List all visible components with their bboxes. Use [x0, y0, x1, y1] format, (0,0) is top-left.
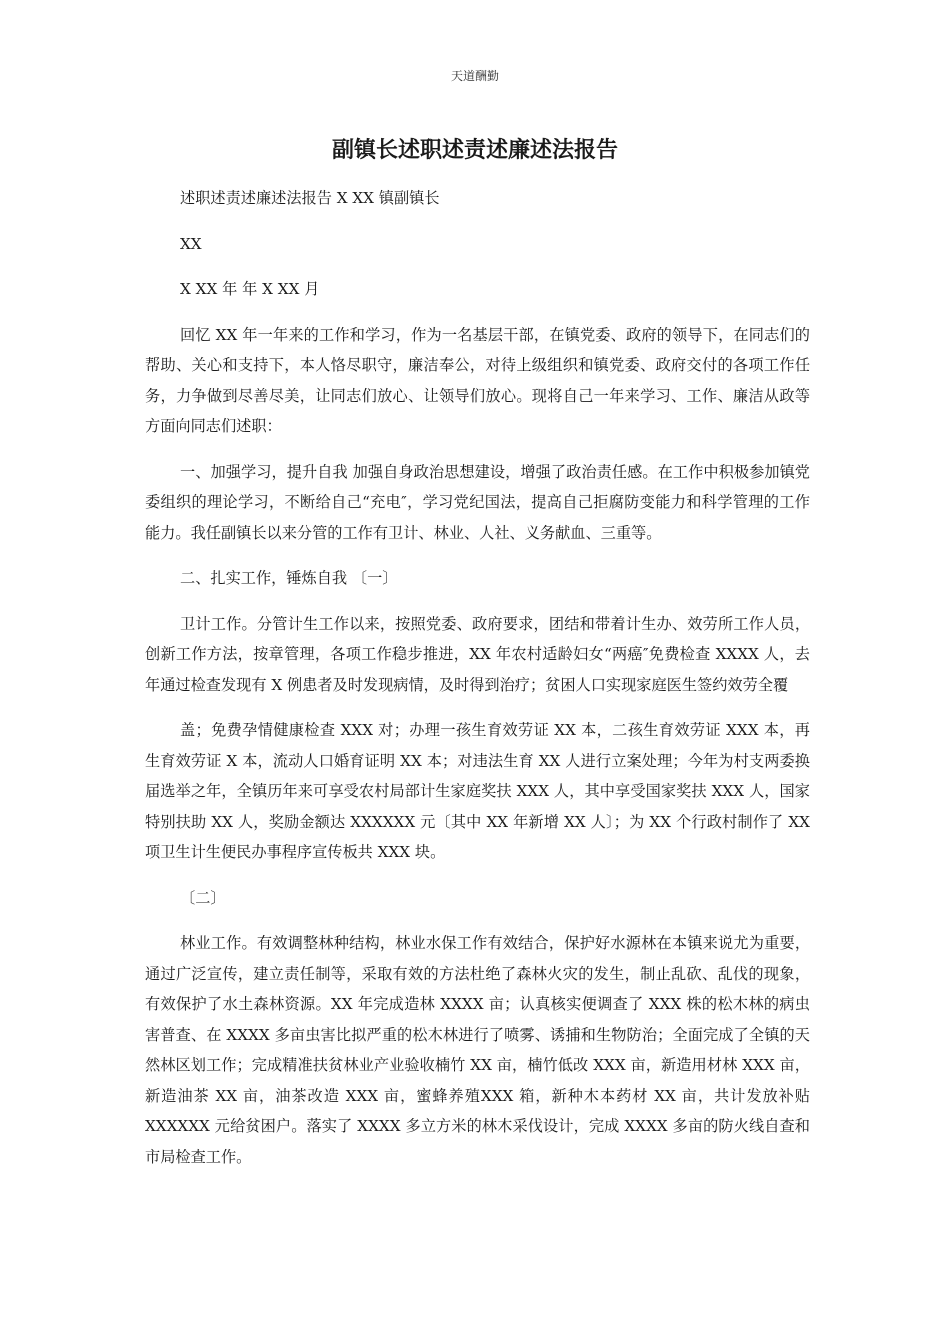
page-header: 天道酬勤 — [450, 69, 499, 83]
paragraph-section-2-heading: 二、扎实工作，锤炼自我 〔一〕 — [180, 569, 398, 587]
paragraph-subtitle: 述职述责述廉述法报告 X XX 镇副镇长 — [180, 189, 440, 207]
paragraph-health-work-cont: 盖；免费孕情健康检查 XXX 对；办理一孩生育效劳证 XX 本，二孩生育效劳证 XXX 本，再生育效劳证 X 本，流动人口婚育证明 XX 本；对违法生育 XX 人进行立案处理；今年为村支两委换届选举之年，全镇历年来可享受农村局部计生家庭奖扶 XXX 人，其中享受国家奖扶 XXX 人，国家特别扶助 XX 人，奖励金额达 XXXXXX 元〔其中 XX 年新增 XX 人〕；为 XX 个行政村制作了 XX 项卫生计生便民办事程序宣传板共 XXX 块。 — [145, 721, 810, 861]
paragraph-health-work: 卫计工作。分管计生工作以来，按照党委、政府要求，团结和带着计生办、效劳所工作人员，创新工作方法，按章管理，各项工作稳步推进，XX 年农村适龄妇女“两癌″免费检查 XXXX 人，去年通过检查发现有 X 例患者及时发现病情，及时得到治疗；贫困人口实现家庭医生签约效劳全覆 — [145, 614, 810, 694]
paragraph-intro: 回忆 XX 年一年来的工作和学习，作为一名基层干部，在镇党委、政府的领导下，在同志们的帮助、关心和支持下，本人恪尽职守，廉洁奉公，对待上级组织和镇党委、政府交付的各项工作任务，力争做到尽善尽美，让同志们放心、让领导们放心。现将自己一年来学习、工作、廉洁从政等方面向同志们述职： — [145, 325, 810, 435]
paragraph-section-1: 一、加强学习，提升自我 加强自身政治思想建设，增强了政治责任感。在工作中积极参加镇党委组织的理论学习，不断给自己“充电″，学习党纪国法，提高自己拒腐防变能力和科学管理的工作能力。我任副镇长以来分管的工作有卫计、林业、人社、义务献血、三重等。 — [145, 462, 810, 542]
paragraph-forestry-work: 林业工作。有效调整林种结构，林业水保工作有效结合，保护好水源林在本镇来说尤为重要，通过广泛宣传，建立责任制等，采取有效的方法杜绝了森林火灾的发生，制止乱砍、乱伐的现象，有效保护了水土森林资源。XX 年完成造林 XXXX 亩；认真核实便调查了 XXX 株的松木林的病虫害普查、在 XXXX 多亩虫害比拟严重的松木林进行了喷雾、诱捕和生物防治；全面完成了全镇的天然林区划工作；完成精准扶贫林业产业验收楠竹 XX 亩，楠竹低改 XXX 亩，新造用材林 XXX 亩，新造油茶 XX 亩，油茶改造 XXX 亩，蜜蜂养殖XXX 箱，新种木本药材 XX 亩，共计发放补贴 XXXXXX 元给贫困户。落实了 XXXX 多立方米的林木采伐设计，完成 XXXX 多亩的防火线自查和市局检查工作。 — [145, 934, 810, 1166]
paragraph-author: XX — [180, 234, 202, 253]
paragraph-subsection-2: 〔二〕 — [180, 888, 226, 907]
document-title: 副镇长述职述责述廉述法报告 — [331, 138, 618, 163]
document-body — [145, 183, 810, 1187]
paragraph-date: X XX 年 年 X XX 月 — [180, 280, 320, 298]
